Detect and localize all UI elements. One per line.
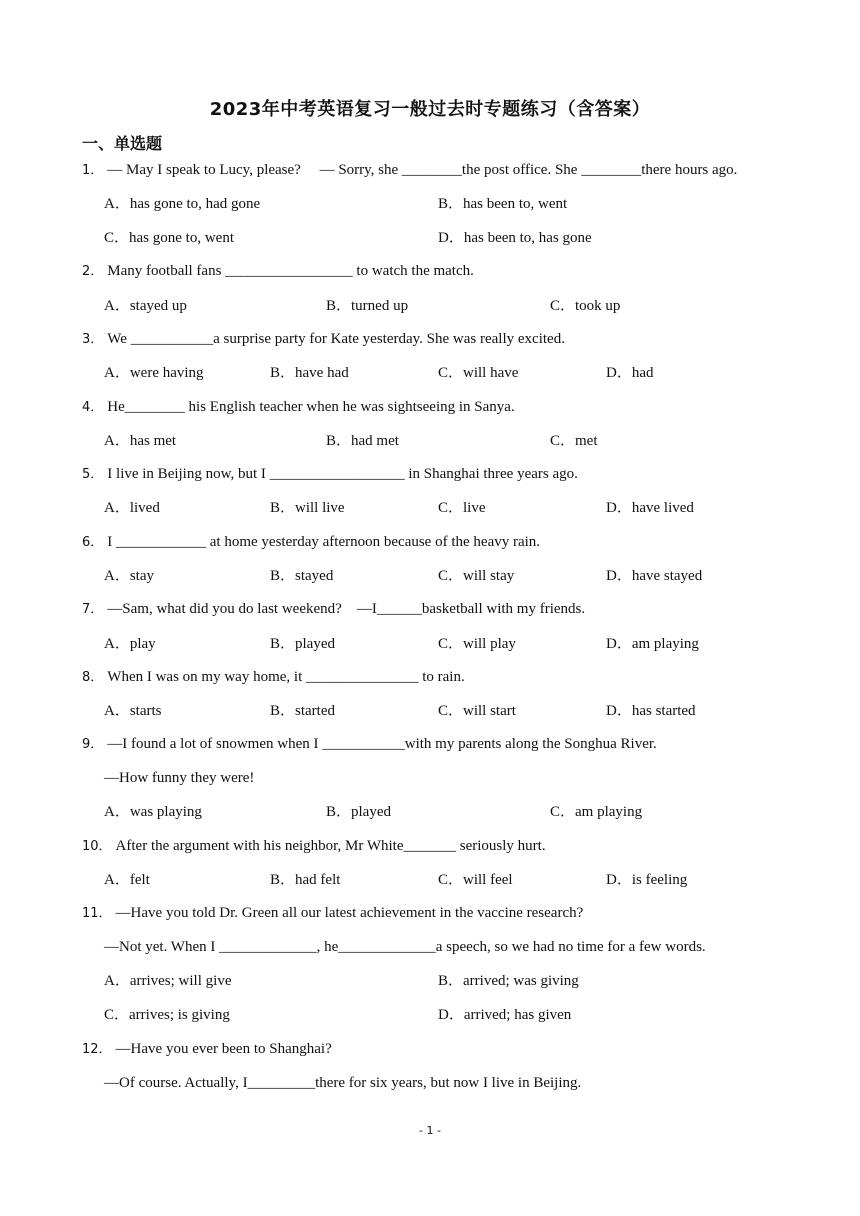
option-c[interactable]: C．will start xyxy=(438,703,516,719)
option-d[interactable]: D．is feeling xyxy=(606,872,688,888)
option-b[interactable]: B．had met xyxy=(326,433,399,449)
option-b[interactable]: B．has been to, went xyxy=(438,196,568,212)
question-stem: I ____________ at home yesterday afternoon because of the heavy rain. xyxy=(107,534,541,550)
option-c[interactable]: C．will have xyxy=(438,365,519,381)
option-b[interactable]: B．played xyxy=(270,636,335,652)
option-b[interactable]: B．stayed xyxy=(270,568,334,584)
question-stem: —Have you told Dr. Green all our latest achievement in the vaccine research? xyxy=(115,905,584,921)
question-number: 12． xyxy=(82,1042,112,1057)
option-a[interactable]: A．has met xyxy=(104,433,177,449)
option-c[interactable]: C．will play xyxy=(438,636,516,652)
question-stem: I live in Beijing now, but I __________________ in Shanghai three years ago. xyxy=(107,466,578,482)
question-11 xyxy=(82,903,583,924)
option-b[interactable]: B．played xyxy=(326,804,391,820)
option-c[interactable]: C．took up xyxy=(550,298,621,314)
question-stem: Many football fans _________________ to watch the match. xyxy=(107,263,474,279)
option-a[interactable]: A．arrives; will give xyxy=(104,973,232,989)
question-10 xyxy=(82,836,546,857)
option-c[interactable]: C．am playing xyxy=(550,804,643,820)
option-a[interactable]: A．lived xyxy=(104,500,160,516)
question-number: 2． xyxy=(82,264,104,279)
question-8 xyxy=(82,667,465,688)
option-c[interactable]: C．will feel xyxy=(438,872,513,888)
question-2 xyxy=(82,261,474,282)
question-stem: After the argument with his neighbor, Mr White_______ seriously hurt. xyxy=(115,838,546,854)
option-b[interactable]: B．have had xyxy=(270,365,349,381)
option-b[interactable]: B．had felt xyxy=(270,872,341,888)
question-6 xyxy=(82,532,540,553)
option-b[interactable]: B．started xyxy=(270,703,335,719)
option-d[interactable]: D．have stayed xyxy=(606,568,703,584)
question-stem-line-2: —Of course. Actually, I_________there for six years, but now I live in Beijing. xyxy=(104,1075,582,1091)
question-stem: We ___________a surprise party for Kate yesterday. She was really excited. xyxy=(107,331,565,347)
option-c[interactable]: C．arrives; is giving xyxy=(104,1007,230,1023)
question-stem: When I was on my way home, it _______________ to rain. xyxy=(107,669,465,685)
option-a[interactable]: A．was playing xyxy=(104,804,202,820)
option-d[interactable]: D．has been to, has gone xyxy=(438,230,592,246)
option-a[interactable]: A．stay xyxy=(104,568,154,584)
option-a[interactable]: A．starts xyxy=(104,703,162,719)
option-b[interactable]: B．arrived; was giving xyxy=(438,973,579,989)
question-number: 9． xyxy=(82,737,104,752)
option-d[interactable]: D．has started xyxy=(606,703,696,719)
question-number: 8． xyxy=(82,670,104,685)
question-1 xyxy=(82,160,737,181)
option-d[interactable]: D．have lived xyxy=(606,500,694,516)
option-b[interactable]: B．will live xyxy=(270,500,345,516)
option-b[interactable]: B．turned up xyxy=(326,298,409,314)
question-stem-line-2: —How funny they were! xyxy=(104,770,255,786)
question-number: 7． xyxy=(82,602,104,617)
option-a[interactable]: A．were having xyxy=(104,365,204,381)
question-stem: He________ his English teacher when he was sightseeing in Sanya. xyxy=(107,399,515,415)
option-a[interactable]: A．felt xyxy=(104,872,150,888)
question-number: 6． xyxy=(82,535,104,550)
question-number: 11． xyxy=(82,906,112,921)
option-a[interactable]: A．play xyxy=(104,636,156,652)
option-a[interactable]: A．stayed up xyxy=(104,298,187,314)
question-7 xyxy=(82,599,585,620)
question-12 xyxy=(82,1039,332,1060)
option-c[interactable]: C．live xyxy=(438,500,486,516)
document-title: 2023年中考英语复习一般过去时专题练习（含答案） xyxy=(209,99,651,120)
question-number: 4． xyxy=(82,400,104,415)
question-number: 10． xyxy=(82,839,112,854)
option-c[interactable]: C．has gone to, went xyxy=(104,230,234,246)
page-number: - 1 - xyxy=(419,1124,441,1137)
section-heading: 一、单选题 xyxy=(82,134,163,153)
question-9 xyxy=(82,734,657,755)
question-3 xyxy=(82,329,565,350)
question-stem: —I found a lot of snowmen when I ___________with my parents along the Songhua River. xyxy=(107,736,657,752)
option-d[interactable]: D．had xyxy=(606,365,654,381)
question-stem-line-2: —Not yet. When I _____________, he_____________a speech, so we had no time for a few words. xyxy=(104,939,706,955)
option-c[interactable]: C．met xyxy=(550,433,598,449)
question-stem: —Have you ever been to Shanghai? xyxy=(115,1041,332,1057)
question-5 xyxy=(82,464,578,485)
question-stem: —Sam, what did you do last weekend? —I______basketball with my friends. xyxy=(107,601,586,617)
option-d[interactable]: D．am playing xyxy=(606,636,699,652)
question-4 xyxy=(82,397,515,418)
question-number: 1． xyxy=(82,163,104,178)
question-number: 3． xyxy=(82,332,104,347)
option-a[interactable]: A．has gone to, had gone xyxy=(104,196,261,212)
option-d[interactable]: D．arrived; has given xyxy=(438,1007,572,1023)
question-stem: — May I speak to Lucy, please? — Sorry, she ________the post office. She ________there hours ago. xyxy=(107,162,738,178)
option-c[interactable]: C．will stay xyxy=(438,568,515,584)
question-number: 5． xyxy=(82,467,104,482)
